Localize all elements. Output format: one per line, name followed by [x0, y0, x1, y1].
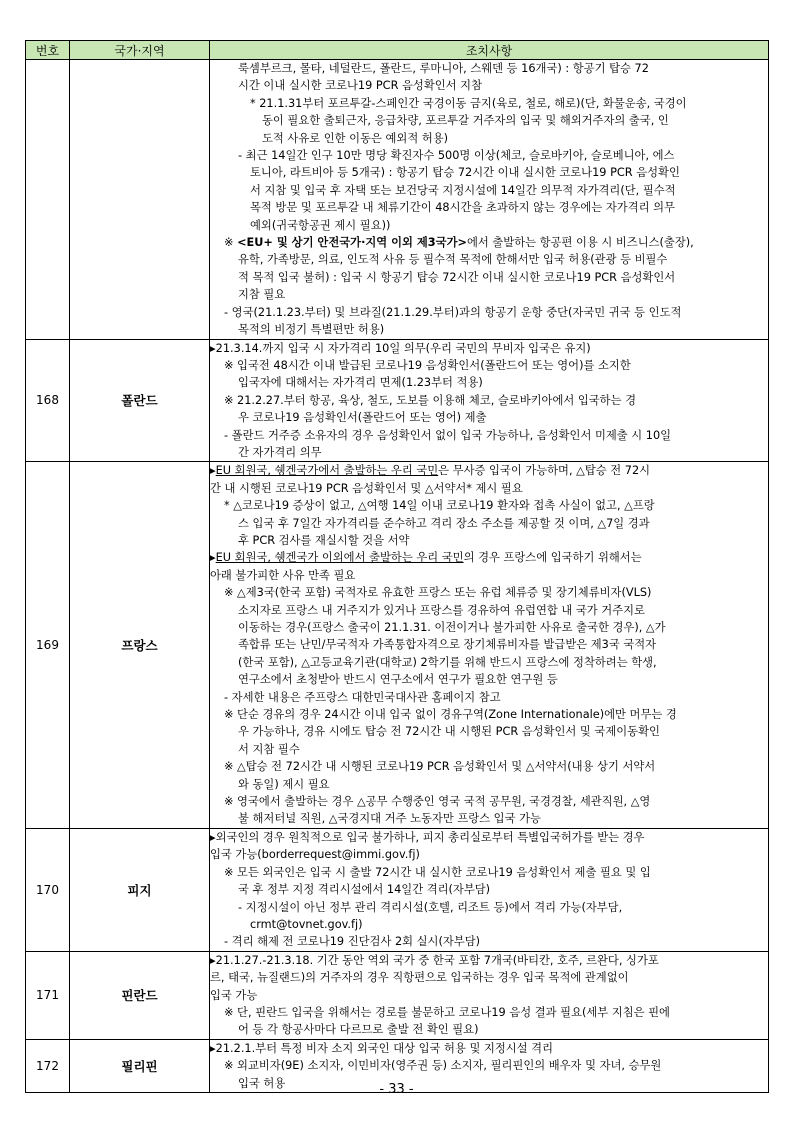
text-segment: ▸ [210, 551, 216, 565]
measure-line [210, 515, 768, 532]
text-segment: 의 경우 프랑스에 입국하기 위해서는 [463, 551, 642, 565]
table-header-row [26, 41, 769, 60]
measure-line [210, 969, 768, 986]
measure-line [210, 602, 768, 619]
measure-line [210, 846, 768, 863]
measure-line [210, 112, 768, 129]
text-segment: 서 지참 및 입국 후 자택 또는 보건당국 지정시설에 14일간 의무적 자가격리(단, 필수적 [250, 183, 676, 197]
text-segment: 목적의 비정기 특별편만 허용) [238, 323, 385, 337]
measure-line [210, 776, 768, 793]
measure-line [210, 864, 768, 881]
text-segment: ※ △제3국(한국 포함) 국적자로 유효한 프랑스 또는 유럽 체류증 및 장기체류비자(VLS) [224, 586, 652, 600]
measure-line [210, 304, 768, 321]
text-segment: 연구소에서 초청받아 반드시 연구소에서 연구가 필요한 연구원 등 [238, 673, 558, 687]
text-segment: 목적 방문 및 포르투갈 내 체류기간이 48시간을 초과하지 않는 경우에는 자가격리 의무 [250, 201, 675, 215]
header-measures: 조치사항 [210, 41, 769, 60]
text-segment: - 지정시설이 아닌 정부 관리 격리시설(호텔, 리조트 등)에서 격리 가능(자부담, [238, 900, 623, 914]
row-number: 171 [26, 951, 70, 1039]
text-segment: 입국 가능 [210, 988, 258, 1002]
text-segment: 우 가능하나, 경유 시에도 탑승 전 72시간 내 시행된 PCR 음성확인서 및 국제이동확인 [238, 725, 660, 739]
header-number: 번호 [26, 41, 70, 60]
text-segment: - 폴란드 거주증 소유자의 경우 음성확인서 없이 입국 가능하나, 음성확인서 미제출 시 10일 [224, 428, 672, 442]
table-row [26, 60, 769, 340]
row-number: 170 [26, 828, 70, 951]
measure-line [210, 164, 768, 181]
measure-line [210, 199, 768, 216]
text-segment: ※ [224, 236, 238, 250]
text-segment: ※ △탑승 전 72시간 내 시행된 코로나19 PCR 음성확인서 및 △서약서(내용 상기 서약서 [224, 760, 656, 774]
text-segment: 불 해저터널 직원, △국경지대 거주 노동자만 프랑스 입국 가능 [238, 812, 541, 826]
text-segment: 은 무사증 입국이 가능하며, △탑승 전 72시 [438, 464, 651, 478]
row-number: 168 [26, 339, 70, 462]
measure-line [210, 251, 768, 268]
text-segment: 적 목적 입국 불허) : 입국 시 항공기 탑승 72시간 이내 실시한 코로나19 PCR 음성확인서 [238, 270, 676, 284]
table-row [26, 339, 769, 462]
measure-line [210, 269, 768, 286]
row-measures [210, 60, 769, 340]
text-segment: EU 회원국, 쉥겐국가에서 출발하는 우리 국민 [215, 464, 439, 478]
measure-line [210, 1057, 768, 1074]
measure-line [210, 654, 768, 671]
measure-line [210, 810, 768, 827]
text-segment: ※ 외교비자(9E) 소지자, 이민비자(영주권 등) 소지자, 필리핀인의 배우자 및 자녀, 승무원 [224, 1059, 662, 1073]
measure-line [210, 916, 768, 933]
row-number: 172 [26, 1039, 70, 1092]
measure-line [210, 741, 768, 758]
text-segment: 르, 태국, 뉴질랜드)의 거주자의 경우 직항편으로 입국하는 경우 입국 목적에 관계없이 [210, 971, 629, 985]
measure-line [210, 671, 768, 688]
text-segment: <EU+ 및 상기 안전국가·지역 이외 제3국가> [237, 236, 467, 250]
measure-line [210, 567, 768, 584]
text-segment: ※ 21.2.27.부터 항공, 육상, 철도, 도보를 이용해 체코, 슬로바키아에서 입국하는 경 [224, 393, 637, 407]
measure-line [210, 1021, 768, 1038]
text-segment: ▸ [210, 464, 216, 478]
text-segment: 어 등 각 항공사마다 다르므로 출발 전 확인 필요) [238, 1023, 479, 1037]
text-segment: 예외(귀국항공권 제시 필요)) [250, 218, 391, 232]
measure-line [210, 1040, 768, 1057]
header-country: 국가·지역 [70, 41, 210, 60]
page-number: - 33 - [379, 1082, 414, 1097]
text-segment: * △코로나19 증상이 없고, △여행 14일 이내 코로나19 환자와 접촉 사실이 없고, △프랑 [224, 499, 655, 513]
text-segment: 와 동일) 제시 필요 [238, 777, 330, 791]
text-segment: 토니아, 라트비아 등 5개국) : 항공기 탑승 72시간 이내 실시한 코로나19 PCR 음성확인 [250, 166, 680, 180]
measure-line [210, 409, 768, 426]
measure-line [210, 829, 768, 846]
text-segment: - 영국(21.1.23.부터) 및 브라질(21.1.29.부터)과의 항공기 운항 중단(자국민 귀국 등 인도적 [224, 305, 682, 319]
text-segment: 간 내 시행된 코로나19 PCR 음성확인서 및 △서약서* 제시 필요 [210, 481, 523, 495]
measure-line [210, 130, 768, 147]
measure-line [210, 793, 768, 810]
row-country: 프랑스 [70, 462, 210, 829]
text-segment: * 21.1.31부터 포르투갈-스페인간 국경이동 금지(육로, 철로, 해로)(단, 화물운송, 국경이 [250, 96, 687, 110]
measure-line [210, 60, 768, 77]
row-country: 필리핀 [70, 1039, 210, 1092]
text-segment: (한국 포함), △고등교육기관(대학교) 2학기를 위해 반드시 프랑스에 정착하려는 학생, [238, 655, 657, 669]
row-country [70, 60, 210, 340]
measures-table [25, 40, 769, 1093]
measure-line [210, 427, 768, 444]
measure-line [210, 462, 768, 479]
row-country: 피지 [70, 828, 210, 951]
measure-line [210, 234, 768, 251]
text-segment: 우 코로나19 음성확인서(폴란드어 또는 영어) 제출 [238, 411, 487, 425]
measure-line [210, 357, 768, 374]
measure-line [210, 392, 768, 409]
text-segment: - 격리 해제 전 코로나19 진단검사 2회 실시(자부담) [224, 935, 481, 949]
table-row [26, 462, 769, 829]
row-measures [210, 951, 769, 1039]
measure-line [210, 549, 768, 566]
measure-line [210, 952, 768, 969]
measure-line [210, 217, 768, 234]
row-country: 폴란드 [70, 339, 210, 462]
table-row [26, 951, 769, 1039]
text-segment: ※ 단순 경유의 경우 24시간 이내 입국 없이 경유구역(Zone Internationale)에만 머무는 경 [224, 708, 677, 722]
measure-line [210, 532, 768, 549]
row-measures [210, 339, 769, 462]
text-segment: 지참 필요 [238, 288, 286, 302]
text-segment: 동이 필요한 출퇴근자, 응급차량, 포르투갈 거주자의 입국 및 해외거주자의 출국, 인 [262, 114, 669, 128]
text-segment: 후 PCR 검사를 재실시할 것을 서약 [238, 533, 410, 547]
measure-line [210, 321, 768, 338]
text-segment: ▸21.1.27.-21.3.18. 기간 동안 역외 국가 중 한국 포함 7개국(바티칸, 호주, 르완다, 싱가포 [210, 953, 659, 967]
text-segment: 서 지참 필수 [238, 742, 300, 756]
text-segment: 시간 이내 실시한 코로나19 PCR 음성확인서 지참 [238, 79, 482, 93]
text-segment: 아래 불가피한 사유 만족 필요 [210, 568, 356, 582]
text-segment: 유학, 가족방문, 의료, 인도적 사유 등 필수적 목적에 한해서만 입국 허용(관광 등 비필수 [238, 253, 668, 267]
measure-line [210, 723, 768, 740]
measure-line [210, 286, 768, 303]
measure-line [210, 706, 768, 723]
row-country: 핀란드 [70, 951, 210, 1039]
measure-line [210, 1004, 768, 1021]
measure-line [210, 619, 768, 636]
measure-line [210, 899, 768, 916]
table-row [26, 828, 769, 951]
measure-line [210, 497, 768, 514]
text-segment: ※ 입국전 48시간 이내 발급된 코로나19 음성확인서(폴란드어 또는 영어)를 소지한 [224, 358, 631, 372]
text-segment: 입국 허용 [238, 1076, 286, 1090]
row-number [26, 60, 70, 340]
text-segment: ※ 모든 외국인은 입국 시 출발 72시간 내 실시한 코로나19 음성확인서 제출 필요 및 입 [224, 865, 651, 879]
row-measures [210, 828, 769, 951]
measure-line [210, 689, 768, 706]
measure-line [210, 758, 768, 775]
text-segment: 스 입국 후 7일간 자가격리를 준수하고 격리 장소 주소를 제공할 것 이며, △7일 경과 [238, 516, 650, 530]
text-segment: ▸외국인의 경우 원칙적으로 입국 불가하나, 피지 총리실로부터 특별입국허가를 받는 경우 [210, 830, 645, 844]
measure-line [210, 636, 768, 653]
measure-line [210, 95, 768, 112]
measure-line [210, 933, 768, 950]
text-segment: 족합류 또는 난민/무국적자 가족통합자격으로 장기체류비자를 발급받은 제3국 국적자 [238, 638, 657, 652]
text-segment: 국 후 정부 지정 격리시설에서 14일간 격리(자부담) [238, 883, 491, 897]
measure-line [210, 147, 768, 164]
measure-line [210, 182, 768, 199]
text-segment: - 최근 14일간 인구 10만 명당 확진자수 500명 이상(체코, 슬로바키아, 슬로베니아, 에스 [238, 149, 675, 163]
text-segment: 소지자로 프랑스 내 거주지가 있거나 프랑스를 경유하여 유럽연합 내 국가 거주지로 [238, 603, 645, 617]
text-segment: 간 자가격리 의무 [238, 445, 322, 459]
measure-line [210, 987, 768, 1004]
measure-line [210, 444, 768, 461]
text-segment: ▸21.3.14.까지 입국 시 자가격리 10일 의무(우리 국민의 무비자 입국은 유지) [210, 341, 591, 355]
text-segment: 이동하는 경우(프랑스 출국이 21.1.31. 이전이거나 불가피한 사유로 출국한 경우), △가 [238, 621, 666, 634]
measure-line [210, 881, 768, 898]
text-segment: crmt@tovnet.gov.fj) [250, 917, 363, 931]
row-measures [210, 462, 769, 829]
text-segment: 도적 사유로 인한 이동은 예외적 허용) [262, 131, 449, 145]
text-segment: ※ 영국에서 출발하는 경우 △공무 수행중인 영국 국적 공무원, 국경경찰, 세관직원, △영 [224, 795, 651, 809]
text-segment: ▸21.2.1.부터 특정 비자 소지 외국인 대상 입국 허용 및 지정시설 격리 [210, 1041, 554, 1055]
text-segment: 룩셈부르크, 몰타, 네덜란드, 폴란드, 루마니아, 스웨덴 등 16개국) : 항공기 탑승 72 [238, 62, 649, 75]
text-segment: 입국 가능(borderrequest@immi.gov.fj) [210, 848, 420, 862]
measure-line [210, 584, 768, 601]
measure-line [210, 374, 768, 391]
measure-line [210, 77, 768, 94]
text-segment: EU 회원국, 쉥겐국가 이외에서 출발하는 우리 국민 [215, 551, 464, 565]
text-segment: 에서 출발하는 항공편 이용 시 비즈니스(출장), [466, 236, 694, 250]
text-segment: 입국자에 대해서는 자가격리 면제(1.23부터 적용) [238, 376, 483, 390]
text-segment: ※ 단, 핀란드 입국을 위해서는 경로를 불문하고 코로나19 음성 결과 필요(세부 지침은 핀에 [224, 1005, 670, 1019]
measure-line [210, 480, 768, 497]
row-number: 169 [26, 462, 70, 829]
text-segment: - 자세한 내용은 주프랑스 대한민국대사관 홈페이지 참고 [224, 690, 501, 704]
measure-line [210, 340, 768, 357]
